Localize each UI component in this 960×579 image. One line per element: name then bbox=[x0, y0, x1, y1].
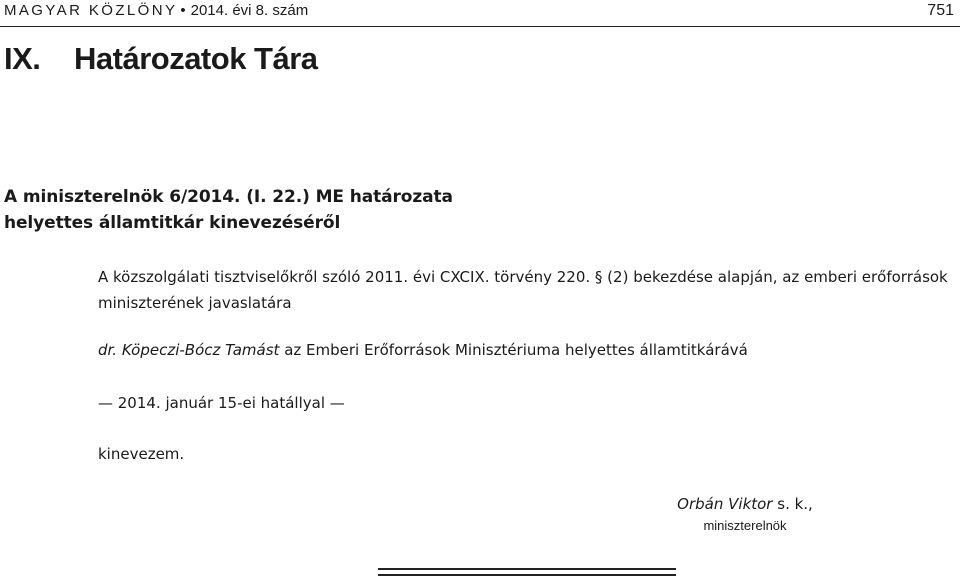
signer-name: Orbán Viktor bbox=[677, 495, 773, 513]
page-number: 751 bbox=[927, 2, 954, 19]
decree-preamble bbox=[98, 264, 948, 316]
effective-date: — 2014. január 15-ei hatállyal — bbox=[98, 394, 345, 412]
appointee-name: Köpeczi-Bócz Tamást bbox=[121, 341, 280, 359]
decree-title bbox=[4, 184, 453, 236]
section-number: IX. bbox=[4, 41, 41, 76]
decree-title-line-1: A miniszterelnök 6/2014. (I. 22.) ME határozata bbox=[4, 187, 453, 207]
preamble-line-2: miniszterének javaslatára bbox=[98, 294, 292, 312]
bullet-separator: • bbox=[180, 2, 186, 19]
signer-suffix: s. k., bbox=[772, 495, 813, 513]
end-divider-top bbox=[378, 568, 676, 570]
journal-masthead bbox=[4, 2, 308, 19]
header-divider bbox=[0, 26, 960, 27]
decree-verdict: kinevezem. bbox=[98, 445, 185, 463]
signer-title: miniszterelnök bbox=[703, 518, 787, 533]
appointee-prefix: dr. bbox=[98, 341, 122, 359]
journal-title: MAGYAR KÖZLÖNY bbox=[4, 2, 178, 19]
issue-number: 2014. évi 8. szám bbox=[190, 2, 309, 19]
appointment-sentence bbox=[98, 341, 748, 359]
section-title: Határozatok Tára bbox=[74, 41, 318, 76]
page-header bbox=[4, 2, 956, 24]
section-heading bbox=[4, 41, 318, 77]
decree-title-line-2: helyettes államtitkár kinevezéséről bbox=[4, 213, 341, 233]
preamble-line-1: A közszolgálati tisztviselőkről szóló 2011. évi CXCIX. törvény 220. § (2) bekezdése alapján, az emberi erőforrások bbox=[98, 268, 948, 286]
signature-name bbox=[660, 495, 830, 513]
appointment-position: az Emberi Erőforrások Minisztériuma helyettes államtitkárává bbox=[279, 341, 748, 359]
end-divider-bottom bbox=[378, 574, 676, 576]
